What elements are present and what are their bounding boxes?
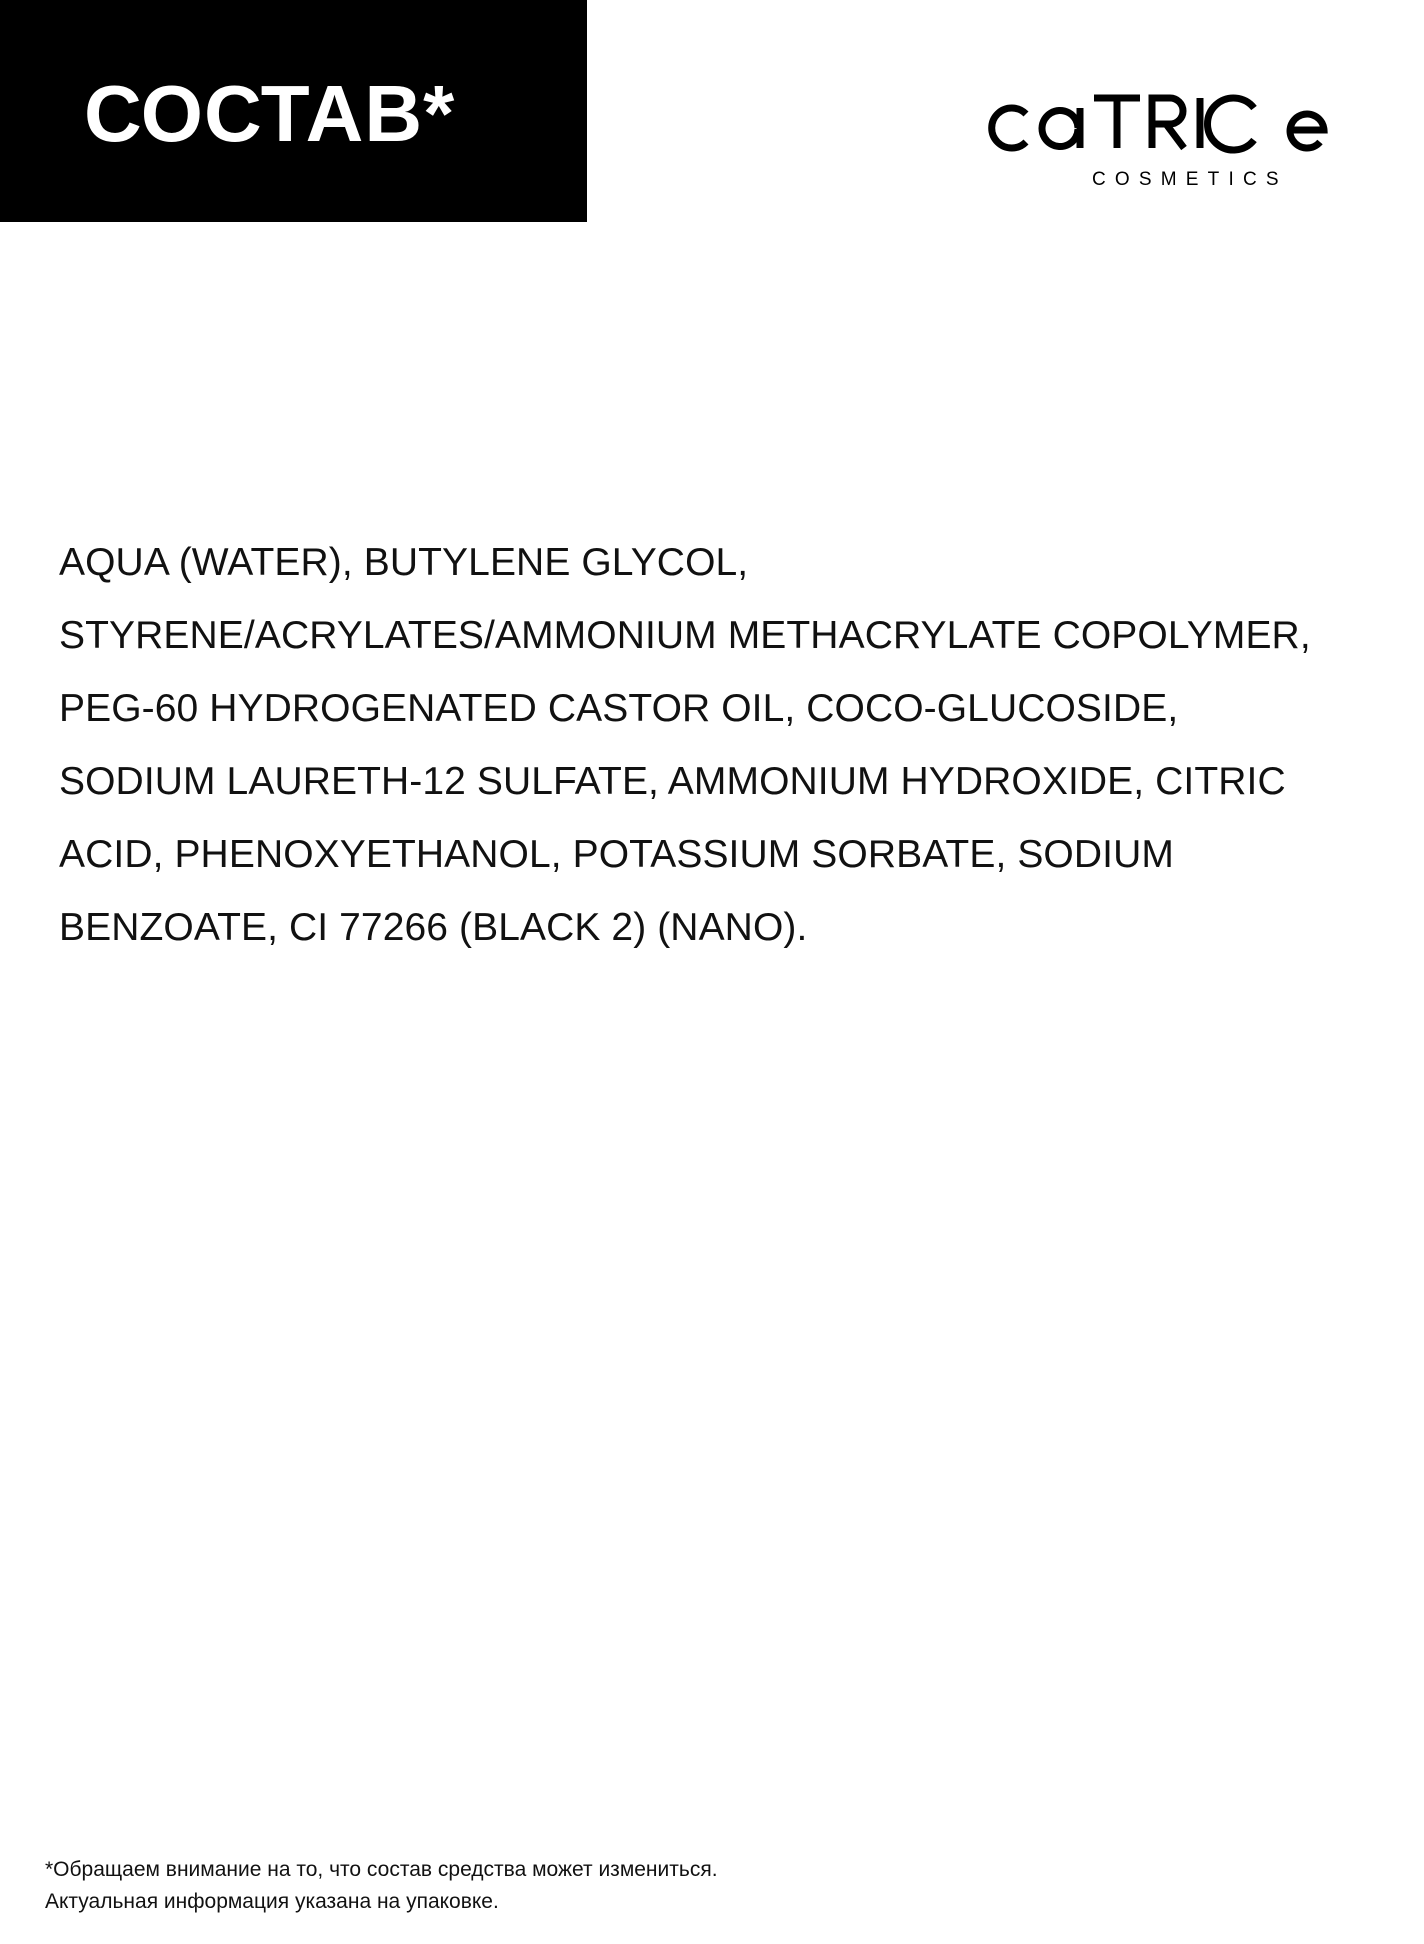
footnote-line: *Обращаем внимание на то, что состав средства может измениться.	[45, 1858, 718, 1881]
ingredients-list	[59, 526, 1409, 964]
logo-subtitle: COSMETICS	[1092, 169, 1288, 190]
footnote-line: Актуальная информация указана на упаковке.	[45, 1890, 499, 1913]
ingredients-line: ACID, PHENOXYETHANOL, POTASSIUM SORBATE, SODIUM	[59, 833, 1174, 876]
catrice-cosmetics-logo	[980, 92, 1340, 192]
footnote-disclaimer	[45, 1854, 718, 1918]
ingredients-line: AQUA (WATER), BUTYLENE GLYCOL,	[59, 541, 749, 584]
header-block	[0, 0, 587, 222]
catrice-wordmark-logo	[990, 92, 1328, 164]
ingredients-line: PEG-60 HYDROGENATED CASTOR OIL, COCO-GLUCOSIDE,	[59, 687, 1179, 730]
page-title: СОСТАВ*	[84, 69, 456, 158]
ingredients-line: SODIUM LAURETH-12 SULFATE, AMMONIUM HYDROXIDE, CITRIC	[59, 760, 1286, 803]
ingredients-line: BENZOATE, CI 77266 (BLACK 2) (NANO).	[59, 906, 808, 949]
ingredients-line: STYRENE/ACRYLATES/AMMONIUM METHACRYLATE COPOLYMER,	[59, 614, 1311, 657]
